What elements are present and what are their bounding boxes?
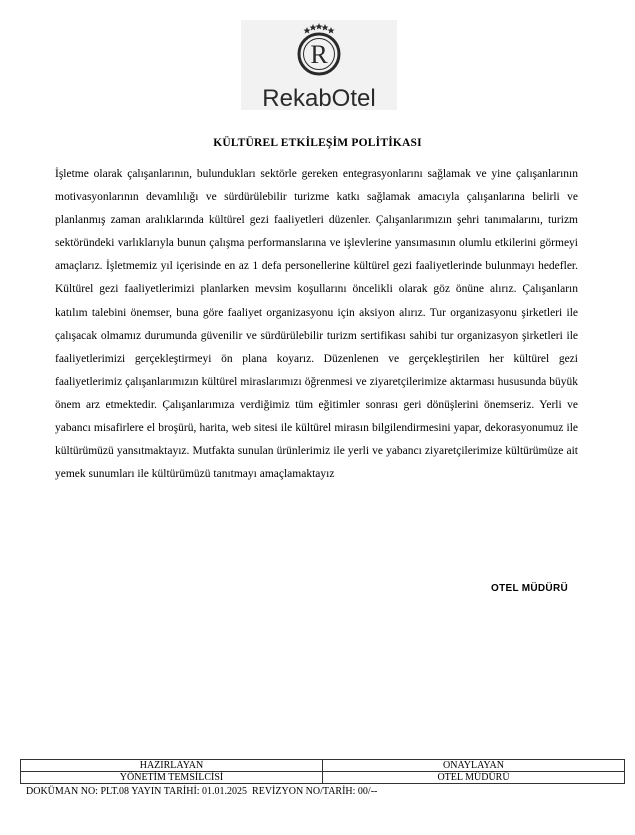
policy-body: İşletme olarak çalışanlarının, bulundukları sektörle gereken entegrasyonlarını sağlamak ve yine çalışanlarının motivasyonlarının devamlılığı ve sürdürülebilir turizme katkı sağlamak amacıyla çalışanlarına belirli ve planlanmış zaman aralıklarında kültürel gezi faaliyetleri düzenler. Çalışanlarımızın şehri tanımalarını, turizm sektöründeki varlıklarıyla bunun çalışma performanslarına ve işlevlerine yansımasının olumlu etkilerini görmeyi amaçlarız. İşletmemiz yıl içerisinde en az 1 defa personellerine kültürel gezi faaliyetlerinde bulunmayı hedefler. Kültürel gezi faaliyetlerimizi planlarken mevsim koşullarını öncelikli olarak göz önüne alırız. Çalışanların katılım talebini önemser, buna göre faaliyet organizasyonu için aksiyon alırız. Tur organizasyonu şirketleri ile çalışacak olmamız durumunda güvenilir ve sürdürülebilir turizm sertifikası sahibi tur organizasyon şirketleri ile faaliyetlerimizi gerçekleştirmeyi ön plana koyarız. Düzenlenen ve gerçekleştirilen her kültürel gezi faaliyetlerimiz çalışanlarımızın kültürel miraslarımızı öğrenmesi ve ziyaretçilerimize aktarması hususunda büyük önem arz etmektedir. Çalışanlarımıza verdiğimiz tüm eğitimler sonrası geri dönüşlerini önemseriz. Yerli ve yabancı misafirlere el broşürü, harita, web sitesi ile kültürel mirasın bilgilendirmesini yapar, dekorasyonumuz ile kültürümüzü yansıtmaktayız. Mutfakta sunulan ürünlerimiz ile yerli ve yabancı ziyaretçilerimize kültürümüze ait yemek sunumları ile kültürümüzü tanıtmayı amaçlamaktayız <box>55 168 578 481</box>
signature-title: OTEL MÜDÜRÜ <box>490 583 568 594</box>
approval-value-row <box>21 772 625 784</box>
approval-table <box>20 759 625 784</box>
prepared-by: YÖNETİM TEMSİLCİSİ <box>21 772 323 784</box>
approved-header: ONAYLAYAN <box>323 760 625 772</box>
document-footer-info: DOKÜMAN NO: PLT.08 YAYIN TARİHİ: 01.01.2025 REVİZYON NO/TARİH: 00/-- <box>26 786 378 797</box>
logo-emblem <box>241 20 397 90</box>
approved-by: OTEL MÜDÜRÜ <box>323 772 625 784</box>
prepared-header: HAZIRLAYAN <box>21 760 323 772</box>
brand-name: RekabOtel <box>262 85 376 112</box>
document-title: KÜLTÜREL ETKİLEŞİM POLİTİKASI <box>213 137 422 149</box>
star-icon-row <box>304 23 335 34</box>
hotel-logo <box>241 20 397 110</box>
logo-letter: R <box>310 40 328 69</box>
approval-header-row <box>21 760 625 772</box>
